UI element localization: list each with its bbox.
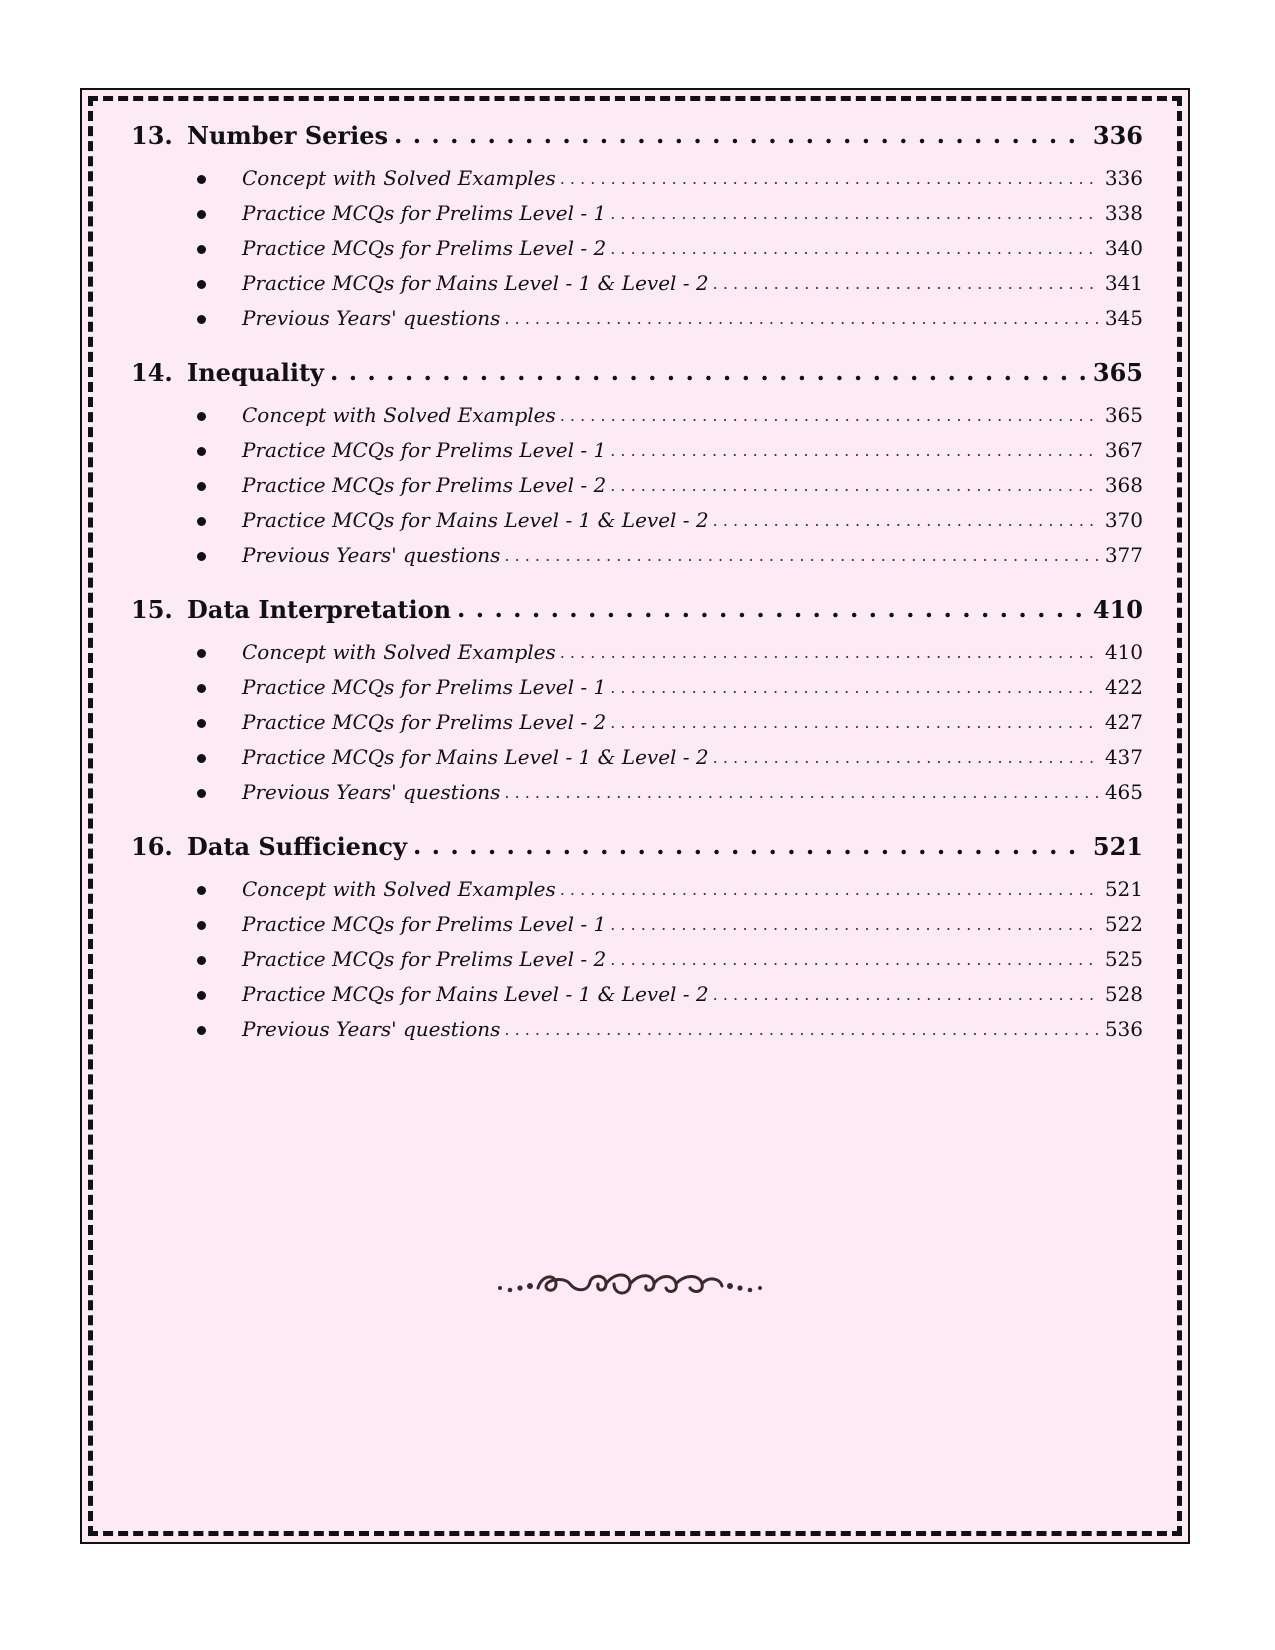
dot-leader (560, 643, 1099, 659)
chapter-page-number: 365 (1092, 358, 1143, 387)
item-title: Previous Years' questions (242, 306, 501, 330)
item-title: Concept with Solved Examples (242, 877, 556, 901)
toc-item[interactable] (131, 473, 1143, 508)
dot-leader (610, 713, 1099, 729)
item-title: Practice MCQs for Prelims Level - 1 (242, 675, 607, 699)
item-page-number: 410 (1104, 640, 1143, 664)
dot-leader (330, 357, 1087, 381)
chapter-page-number: 410 (1092, 595, 1143, 624)
dot-leader (560, 406, 1099, 422)
chapter-items (131, 403, 1143, 578)
dot-leader (610, 476, 1099, 492)
bullet-icon (197, 210, 206, 219)
toc-item[interactable] (131, 877, 1143, 912)
chapter-14 (131, 357, 1143, 578)
dot-leader (610, 204, 1099, 220)
chapter-heading[interactable] (131, 120, 1143, 166)
item-title: Previous Years' questions (242, 543, 501, 567)
dot-leader (504, 1020, 1098, 1036)
dot-leader (560, 169, 1099, 185)
toc-item[interactable] (131, 508, 1143, 543)
bullet-icon (197, 1026, 206, 1035)
dot-leader (560, 880, 1099, 896)
chapter-number: 16. (131, 832, 173, 861)
bullet-icon (197, 280, 206, 289)
item-title: Practice MCQs for Prelims Level - 1 (242, 912, 607, 936)
chapter-items (131, 166, 1143, 341)
item-title: Practice MCQs for Prelims Level - 2 (242, 710, 607, 734)
chapter-page-number: 521 (1092, 832, 1143, 861)
chapter-13 (131, 120, 1143, 341)
toc-item[interactable] (131, 982, 1143, 1017)
item-title: Practice MCQs for Prelims Level - 1 (242, 201, 607, 225)
toc-item[interactable] (131, 675, 1143, 710)
toc-item[interactable] (131, 236, 1143, 271)
dot-leader (610, 915, 1099, 931)
bullet-icon (197, 245, 206, 254)
bullet-icon (197, 754, 206, 763)
dot-leader (610, 239, 1099, 255)
item-title: Practice MCQs for Prelims Level - 2 (242, 236, 607, 260)
chapter-title: Data Interpretation (187, 595, 452, 624)
dot-leader (504, 546, 1098, 562)
item-page-number: 427 (1104, 710, 1143, 734)
bullet-icon (197, 719, 206, 728)
item-page-number: 368 (1104, 473, 1143, 497)
item-page-number: 365 (1104, 403, 1143, 427)
toc-item[interactable] (131, 640, 1143, 675)
bullet-icon (197, 552, 206, 561)
item-title: Practice MCQs for Mains Level - 1 & Level - 2 (242, 982, 709, 1006)
item-page-number: 522 (1104, 912, 1143, 936)
toc-item[interactable] (131, 166, 1143, 201)
chapter-number: 14. (131, 358, 173, 387)
item-page-number: 465 (1104, 780, 1143, 804)
item-title: Previous Years' questions (242, 780, 501, 804)
chapter-15 (131, 594, 1143, 815)
chapter-title: Data Sufficiency (187, 832, 407, 861)
toc-item[interactable] (131, 780, 1143, 815)
toc-item[interactable] (131, 745, 1143, 780)
toc-item[interactable] (131, 201, 1143, 236)
item-title: Practice MCQs for Mains Level - 1 & Level - 2 (242, 271, 709, 295)
item-title: Previous Years' questions (242, 1017, 501, 1041)
item-page-number: 422 (1104, 675, 1143, 699)
bullet-icon (197, 412, 206, 421)
toc-item[interactable] (131, 912, 1143, 947)
dot-leader (457, 594, 1087, 618)
item-title: Practice MCQs for Mains Level - 1 & Level - 2 (242, 745, 709, 769)
item-page-number: 340 (1104, 236, 1143, 260)
item-page-number: 521 (1104, 877, 1143, 901)
toc-item[interactable] (131, 403, 1143, 438)
item-page-number: 437 (1104, 745, 1143, 769)
chapter-items (131, 877, 1143, 1052)
item-page-number: 338 (1104, 201, 1143, 225)
bullet-icon (197, 649, 206, 658)
item-page-number: 367 (1104, 438, 1143, 462)
dot-leader (610, 950, 1099, 966)
toc-item[interactable] (131, 306, 1143, 341)
chapter-heading[interactable] (131, 594, 1143, 640)
chapter-page-number: 336 (1092, 121, 1143, 150)
chapter-heading[interactable] (131, 831, 1143, 877)
bullet-icon (197, 921, 206, 930)
chapter-title: Inequality (187, 358, 324, 387)
item-page-number: 528 (1104, 982, 1143, 1006)
dot-leader (504, 783, 1098, 799)
item-page-number: 341 (1104, 271, 1143, 295)
item-page-number: 525 (1104, 947, 1143, 971)
toc-item[interactable] (131, 438, 1143, 473)
dot-leader (610, 678, 1099, 694)
toc-item[interactable] (131, 947, 1143, 982)
bullet-icon (197, 517, 206, 526)
item-page-number: 336 (1104, 166, 1143, 190)
bullet-icon (197, 482, 206, 491)
toc-item[interactable] (131, 1017, 1143, 1052)
dot-leader (394, 120, 1087, 144)
bullet-icon (197, 956, 206, 965)
bullet-icon (197, 175, 206, 184)
item-title: Practice MCQs for Prelims Level - 2 (242, 473, 607, 497)
item-title: Practice MCQs for Prelims Level - 2 (242, 947, 607, 971)
dot-leader (713, 985, 1099, 1001)
bullet-icon (197, 684, 206, 693)
toc-item[interactable] (131, 543, 1143, 578)
dot-leader (713, 274, 1099, 290)
item-page-number: 377 (1104, 543, 1143, 567)
item-title: Practice MCQs for Mains Level - 1 & Level - 2 (242, 508, 709, 532)
dot-leader (713, 511, 1099, 527)
dot-leader (413, 831, 1087, 855)
item-page-number: 536 (1104, 1017, 1143, 1041)
chapter-number: 13. (131, 121, 173, 150)
chapter-number: 15. (131, 595, 173, 624)
item-page-number: 370 (1104, 508, 1143, 532)
chapter-16 (131, 831, 1143, 1052)
bullet-icon (197, 789, 206, 798)
bullet-icon (197, 886, 206, 895)
chapter-heading[interactable] (131, 357, 1143, 403)
item-page-number: 345 (1104, 306, 1143, 330)
item-title: Concept with Solved Examples (242, 403, 556, 427)
chapter-title: Number Series (187, 121, 388, 150)
bullet-icon (197, 447, 206, 456)
chapter-items (131, 640, 1143, 815)
item-title: Practice MCQs for Prelims Level - 1 (242, 438, 607, 462)
bullet-icon (197, 991, 206, 1000)
dot-leader (713, 748, 1099, 764)
dot-leader (504, 309, 1098, 325)
bullet-icon (197, 315, 206, 324)
toc-item[interactable] (131, 710, 1143, 745)
dot-leader (610, 441, 1099, 457)
flourish-divider-icon (490, 1262, 770, 1302)
table-of-contents (131, 120, 1143, 1068)
toc-item[interactable] (131, 271, 1143, 306)
item-title: Concept with Solved Examples (242, 166, 556, 190)
item-title: Concept with Solved Examples (242, 640, 556, 664)
